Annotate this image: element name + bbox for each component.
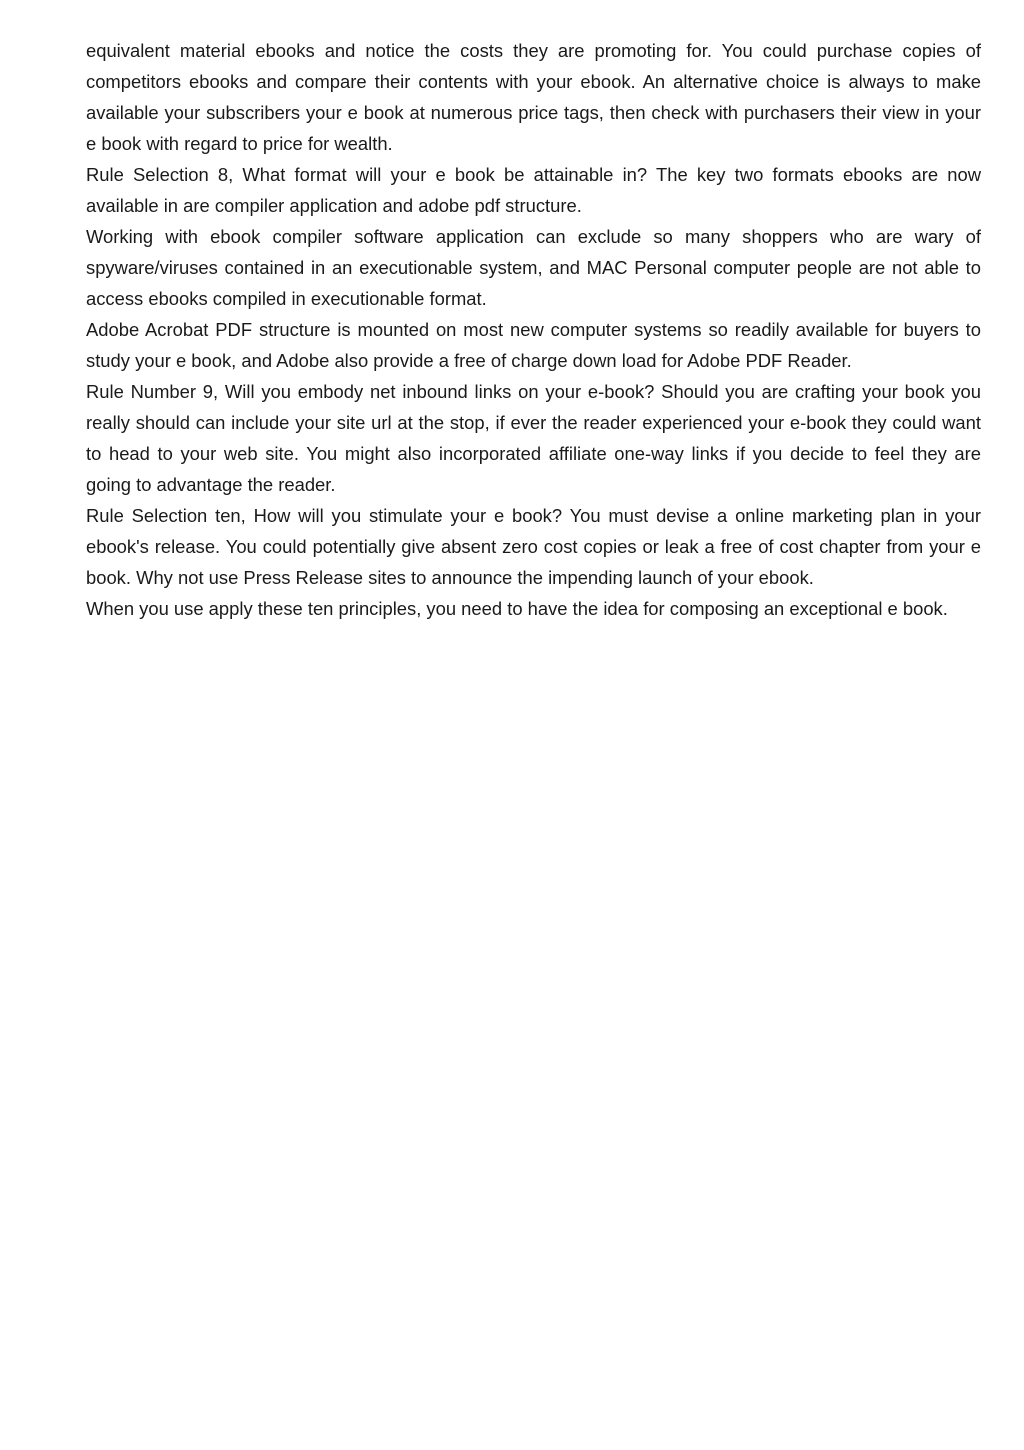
paragraph-rule-9: Rule Number 9, Will you embody net inbound links on your e-book? Should you are crafting your book you really should can include your site url at the stop, if ever the reader experienced your e-book they could want to head to your web site. You might also incorporated affiliate one-way links if you decide to feel they are going to advantage the reader. (86, 381, 981, 495)
paragraph-rule-10: Rule Selection ten, How will you stimulate your e book? You must devise a online marketing plan in your ebook's release. You could potentially give absent zero cost copies or leak a free of cost chapter from your e book. Why not use Press Release sites to announce the impending launch of your ebook. (86, 505, 981, 588)
paragraph-adobe-pdf: Adobe Acrobat PDF structure is mounted on most new computer systems so readily available for buyers to study your e book, and Adobe also provide a free of charge down load for Adobe PDF Reader. (86, 319, 981, 371)
paragraph-conclusion: When you use apply these ten principles, you need to have the idea for composing an exceptional e book. (86, 598, 948, 619)
document-page (86, 35, 981, 624)
paragraph-compiler: Working with ebook compiler software application can exclude so many shoppers who are wary of spyware/viruses contained in an executionable system, and MAC Personal computer people are not able to access ebooks compiled in executionable format. (86, 226, 981, 309)
paragraph-pricing: equivalent material ebooks and notice the costs they are promoting for. You could purchase copies of competitors ebooks and compare their contents with your ebook. An alternative choice is always to make available your subscribers your e book at numerous price tags, then check with purchasers their view in your e book with regard to price for wealth. (86, 40, 981, 154)
paragraph-rule-8: Rule Selection 8, What format will your e book be attainable in? The key two formats ebooks are now available in are compiler application and adobe pdf structure. (86, 164, 981, 216)
